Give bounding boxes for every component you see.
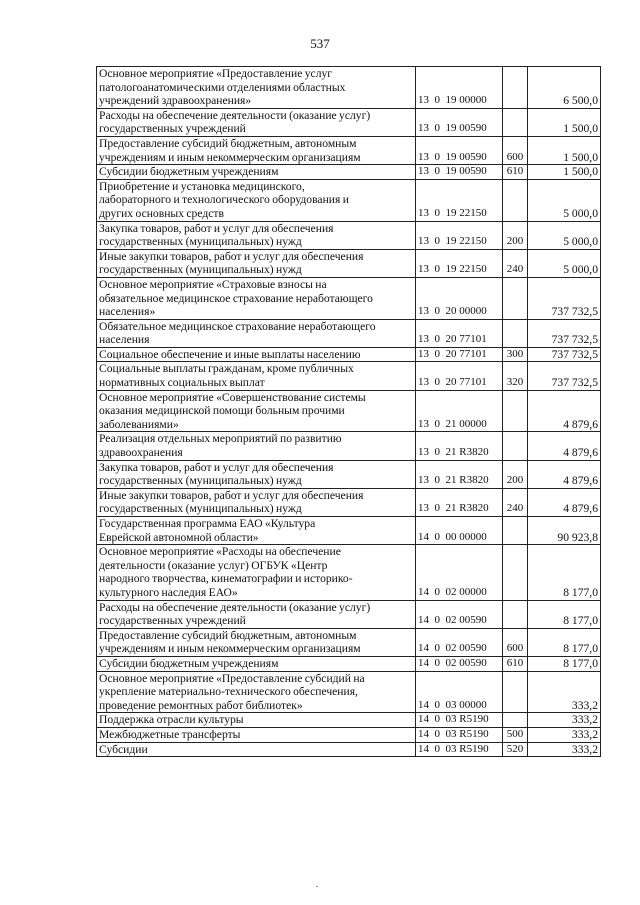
page-number: 537 [310, 36, 330, 51]
expense-name-line: государственных (муниципальных) нужд [99, 502, 302, 516]
expense-type-cell [503, 713, 528, 728]
amount-cell: 8 177,0 [528, 628, 601, 656]
target-code-cell: 13 0 19 00590 [416, 165, 503, 180]
expense-name-line: обязательное медицинское страхование неработающего [99, 291, 373, 305]
target-code-cell: 14 0 03 R5190 [416, 727, 503, 742]
target-code-cell: 13 0 19 22150 [416, 249, 503, 277]
table-row [97, 390, 601, 432]
expense-type-cell: 200 [503, 460, 528, 488]
table-row [97, 319, 601, 347]
expense-type-cell [503, 277, 528, 319]
table-row [97, 277, 601, 319]
amount-cell: 737 732,5 [528, 362, 601, 390]
expense-type-cell: 600 [503, 136, 528, 164]
expense-type-cell [503, 600, 528, 628]
target-code-cell: 13 0 19 00000 [416, 67, 503, 109]
target-code-cell: 13 0 20 77101 [416, 362, 503, 390]
expense-type-cell: 610 [503, 165, 528, 180]
target-code-cell: 13 0 19 00590 [416, 136, 503, 164]
expense-type-cell: 200 [503, 221, 528, 249]
expense-name-line: Социальные выплаты гражданам, кроме публичных [99, 362, 354, 376]
expense-name-cell [97, 432, 416, 460]
target-code-cell: 13 0 19 22150 [416, 179, 503, 221]
target-code-cell: 13 0 20 77101 [416, 319, 503, 347]
expense-name-line: Расходы на обеспечение деятельности (оказание услуг) [99, 108, 371, 122]
target-code-cell: 13 0 21 R3820 [416, 432, 503, 460]
expense-name-line: Государственная программа ЕАО «Культура [99, 517, 316, 530]
expense-name-line: учреждений здравоохранения» [99, 94, 252, 108]
amount-cell: 8 177,0 [528, 656, 601, 671]
expense-name-line: Приобретение и установка медицинского, [99, 179, 305, 193]
target-code-cell: 14 0 00 00000 [416, 517, 503, 545]
amount-cell: 333,2 [528, 671, 601, 713]
expense-name-line: патологоанатомическими отделениями областных [99, 80, 346, 94]
expense-name-line: Субсидии бюджетным учреждениям [99, 656, 279, 670]
table-row [97, 656, 601, 671]
expense-name-cell [97, 600, 416, 628]
expense-name-line: Реализация отдельных мероприятий по развитию [99, 432, 342, 446]
expense-name-line: Иные закупки товаров, работ и услуг для обеспечения [99, 488, 364, 502]
expense-name-line: Субсидии [99, 742, 148, 756]
expense-name-line: оказания медицинской помощи больным прочими [99, 404, 345, 418]
amount-cell: 333,2 [528, 713, 601, 728]
expense-name-line: Основное мероприятие «Расходы на обеспечение [99, 545, 341, 559]
expense-name-line: других основных средств [99, 206, 224, 220]
expense-name-line: Основное мероприятие «Совершенствование системы [99, 390, 366, 404]
target-code-cell: 13 0 20 77101 [416, 347, 503, 362]
table-row [97, 432, 601, 460]
expense-name-cell [97, 179, 416, 221]
expense-name-line: государственных учреждений [99, 614, 246, 628]
expense-type-cell: 610 [503, 656, 528, 671]
expense-name-line: Основное мероприятие «Предоставление услуг [99, 67, 333, 80]
expense-name-line: населения [99, 333, 150, 347]
amount-cell: 8 177,0 [528, 545, 601, 600]
expense-name-line: Предоставление субсидий бюджетным, автономным [99, 628, 357, 642]
target-code-cell: 14 0 02 00000 [416, 545, 503, 600]
budget-table [96, 66, 601, 757]
expense-name-cell [97, 136, 416, 164]
table-row [97, 742, 601, 757]
expense-name-line: Межбюджетные трансферты [99, 727, 241, 741]
expense-name-line: лабораторного и технологического оборудования и [99, 193, 349, 207]
expense-type-cell [503, 67, 528, 109]
amount-cell: 4 879,6 [528, 488, 601, 516]
expense-type-cell: 240 [503, 249, 528, 277]
expense-name-line: государственных (муниципальных) нужд [99, 235, 302, 249]
table-row [97, 600, 601, 628]
expense-name-line: государственных учреждений [99, 122, 246, 136]
amount-cell: 5 000,0 [528, 221, 601, 249]
target-code-cell: 14 0 02 00590 [416, 656, 503, 671]
table-row [97, 671, 601, 713]
amount-cell: 90 923,8 [528, 517, 601, 545]
expense-name-cell [97, 727, 416, 742]
expense-type-cell [503, 319, 528, 347]
amount-cell: 4 879,6 [528, 432, 601, 460]
expense-name-cell [97, 742, 416, 757]
expense-type-cell: 240 [503, 488, 528, 516]
table-row [97, 460, 601, 488]
target-code-cell: 14 0 02 00590 [416, 600, 503, 628]
expense-name-cell [97, 488, 416, 516]
expense-name-cell [97, 390, 416, 432]
expense-name-cell [97, 277, 416, 319]
expense-name-line: народного творчества, кинематографии и историко- [99, 572, 353, 586]
expense-type-cell [503, 545, 528, 600]
table-row [97, 362, 601, 390]
target-code-cell: 13 0 21 00000 [416, 390, 503, 432]
expense-name-line: учреждениям и иным некоммерческим организациям [99, 642, 361, 656]
expense-type-cell [503, 390, 528, 432]
expense-name-line: Закупка товаров, работ и услуг для обеспечения [99, 460, 334, 474]
expense-name-line: Еврейской автономной области» [99, 530, 259, 544]
amount-cell: 4 879,6 [528, 390, 601, 432]
amount-cell: 4 879,6 [528, 460, 601, 488]
table-row [97, 347, 601, 362]
expense-name-cell [97, 165, 416, 180]
expense-name-line: Основное мероприятие «Предоставление субсидий на [99, 671, 365, 685]
expense-name-cell [97, 517, 416, 545]
expense-name-line: Предоставление субсидий бюджетным, автономным [99, 136, 357, 150]
expense-name-cell [97, 108, 416, 136]
amount-cell: 333,2 [528, 742, 601, 757]
table-row [97, 179, 601, 221]
expense-name-line: Основное мероприятие «Страховые взносы на [99, 277, 327, 291]
expense-name-line: учреждениям и иным некоммерческим организациям [99, 150, 361, 164]
table-row [97, 628, 601, 656]
amount-cell: 1 500,0 [528, 165, 601, 180]
target-code-cell: 13 0 19 00590 [416, 108, 503, 136]
expense-type-cell [503, 108, 528, 136]
expense-name-line: здравоохранения [99, 446, 183, 460]
expense-type-cell [503, 432, 528, 460]
table-row [97, 517, 601, 545]
amount-cell: 737 732,5 [528, 347, 601, 362]
expense-name-cell [97, 628, 416, 656]
target-code-cell: 13 0 21 R3820 [416, 460, 503, 488]
expense-name-line: культурного наследия ЕАО» [99, 585, 238, 599]
amount-cell: 737 732,5 [528, 277, 601, 319]
expense-type-cell: 520 [503, 742, 528, 757]
expense-name-line: заболеваниями» [99, 417, 179, 431]
expense-name-cell [97, 713, 416, 728]
expense-name-cell [97, 347, 416, 362]
expense-type-cell: 320 [503, 362, 528, 390]
amount-cell: 8 177,0 [528, 600, 601, 628]
target-code-cell: 14 0 03 R5190 [416, 713, 503, 728]
table-row [97, 108, 601, 136]
expense-type-cell [503, 671, 528, 713]
target-code-cell: 13 0 21 R3820 [416, 488, 503, 516]
expense-name-line: проведение ремонтных работ библиотек» [99, 698, 303, 712]
expense-name-line: Расходы на обеспечение деятельности (оказание услуг) [99, 600, 371, 614]
table-row [97, 136, 601, 164]
expense-name-line: Поддержка отрасли культуры [99, 713, 244, 727]
amount-cell: 6 500,0 [528, 67, 601, 109]
expense-name-line: деятельности (оказание услуг) ОГБУК «Центр [99, 558, 328, 572]
expense-name-cell [97, 656, 416, 671]
target-code-cell: 14 0 03 00000 [416, 671, 503, 713]
expense-name-line: укрепление материально-технического обеспечения, [99, 685, 358, 699]
expense-name-line: государственных (муниципальных) нужд [99, 474, 302, 488]
table-row [97, 545, 601, 600]
expense-name-cell [97, 319, 416, 347]
expense-name-line: Закупка товаров, работ и услуг для обеспечения [99, 221, 334, 235]
amount-cell: 737 732,5 [528, 319, 601, 347]
amount-cell: 1 500,0 [528, 136, 601, 164]
expense-name-line: Иные закупки товаров, работ и услуг для обеспечения [99, 249, 364, 263]
expense-type-cell: 500 [503, 727, 528, 742]
table-row [97, 727, 601, 742]
expense-type-cell [503, 517, 528, 545]
expense-type-cell [503, 179, 528, 221]
expense-name-cell [97, 67, 416, 109]
expense-name-line: Обязательное медицинское страхование неработающего [99, 319, 376, 333]
expense-name-cell [97, 671, 416, 713]
table-row [97, 713, 601, 728]
target-code-cell: 14 0 02 00590 [416, 628, 503, 656]
expense-name-cell [97, 221, 416, 249]
target-code-cell: 13 0 20 00000 [416, 277, 503, 319]
expense-name-cell [97, 249, 416, 277]
table-row [97, 67, 601, 109]
expense-name-line: Социальное обеспечение и иные выплаты населению [99, 347, 361, 361]
expense-name-line: Субсидии бюджетным учреждениям [99, 165, 279, 179]
expense-name-cell [97, 545, 416, 600]
amount-cell: 5 000,0 [528, 249, 601, 277]
expense-type-cell: 300 [503, 347, 528, 362]
amount-cell: 333,2 [528, 727, 601, 742]
budget-table-body [97, 67, 601, 757]
amount-cell: 1 500,0 [528, 108, 601, 136]
expense-name-line: нормативных социальных выплат [99, 376, 265, 390]
target-code-cell: 13 0 19 22150 [416, 221, 503, 249]
scan-speck [316, 886, 318, 887]
expense-name-cell [97, 460, 416, 488]
table-row [97, 249, 601, 277]
expense-name-line: государственных (муниципальных) нужд [99, 263, 302, 277]
expense-name-cell [97, 362, 416, 390]
amount-cell: 5 000,0 [528, 179, 601, 221]
expense-type-cell: 600 [503, 628, 528, 656]
table-row [97, 221, 601, 249]
target-code-cell: 14 0 03 R5190 [416, 742, 503, 757]
table-row [97, 488, 601, 516]
expense-name-line: населения» [99, 305, 156, 319]
table-row [97, 165, 601, 180]
